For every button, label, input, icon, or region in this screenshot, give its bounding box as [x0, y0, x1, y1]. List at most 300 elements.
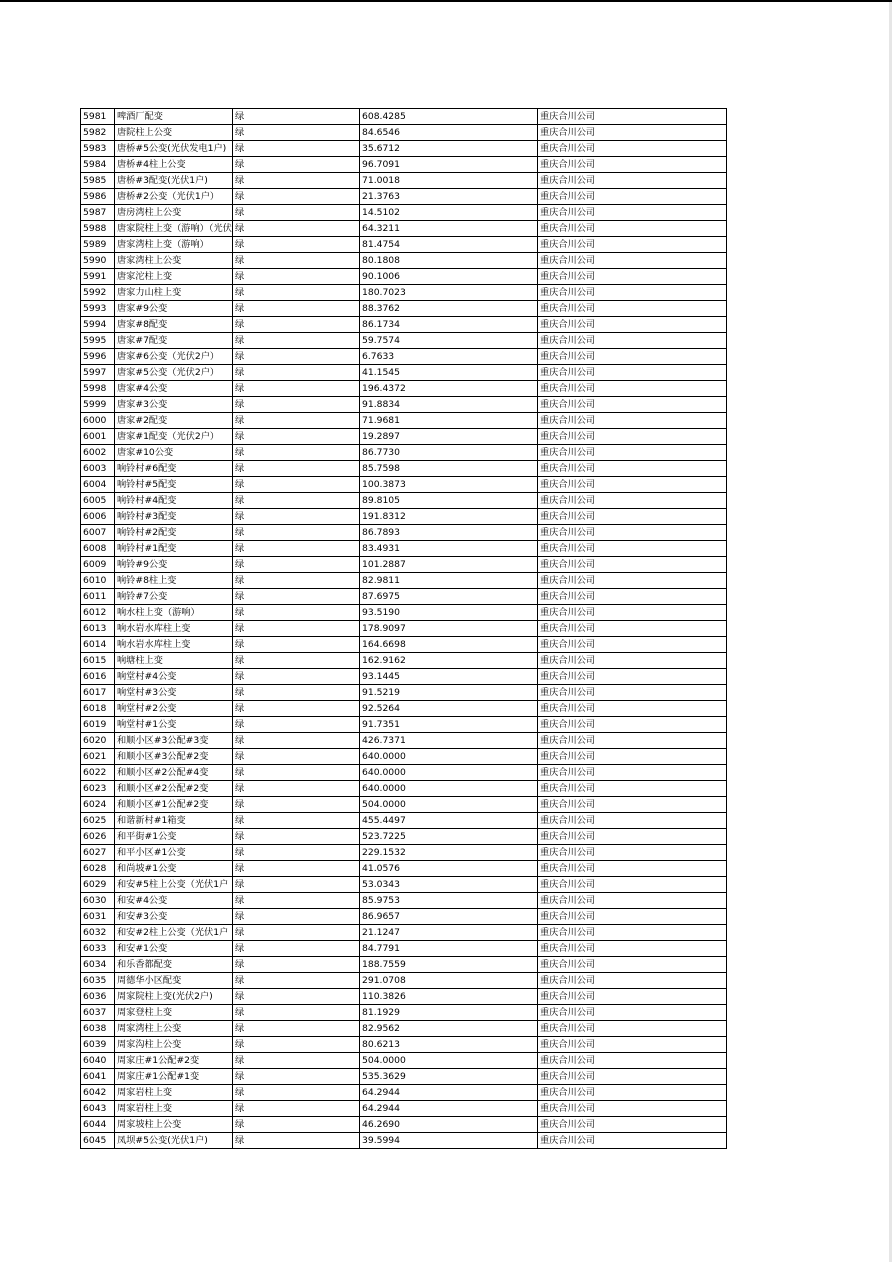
status-cell: 绿	[233, 141, 360, 157]
transformer-name-cell: 周家登柱上变	[115, 1005, 233, 1021]
row-number-cell: 6021	[81, 749, 115, 765]
row-number-cell: 6044	[81, 1117, 115, 1133]
value-cell: 110.3826	[360, 989, 538, 1005]
row-number-cell: 6001	[81, 429, 115, 445]
table-row	[81, 557, 727, 573]
table-row	[81, 733, 727, 749]
table-row	[81, 1021, 727, 1037]
top-border-line	[0, 0, 892, 2]
company-cell: 重庆合川公司	[538, 589, 727, 605]
status-cell: 绿	[233, 1101, 360, 1117]
row-number-cell: 6008	[81, 541, 115, 557]
value-cell: 178.9097	[360, 621, 538, 637]
status-cell: 绿	[233, 909, 360, 925]
table-row	[81, 877, 727, 893]
company-cell: 重庆合川公司	[538, 765, 727, 781]
row-number-cell: 6016	[81, 669, 115, 685]
row-number-cell: 6036	[81, 989, 115, 1005]
status-cell: 绿	[233, 1085, 360, 1101]
transformer-name-cell: 唐家#5公变（光伏2户）	[115, 365, 233, 381]
row-number-cell: 6028	[81, 861, 115, 877]
row-number-cell: 5986	[81, 189, 115, 205]
table-row	[81, 621, 727, 637]
row-number-cell: 6019	[81, 717, 115, 733]
value-cell: 81.1929	[360, 1005, 538, 1021]
table-row	[81, 509, 727, 525]
table-row	[81, 301, 727, 317]
status-cell: 绿	[233, 749, 360, 765]
row-number-cell: 5981	[81, 109, 115, 125]
row-number-cell: 5990	[81, 253, 115, 269]
table-row	[81, 781, 727, 797]
company-cell: 重庆合川公司	[538, 893, 727, 909]
value-cell: 640.0000	[360, 781, 538, 797]
transformer-name-cell: 唐家湾柱上变（游响）	[115, 237, 233, 253]
table-row	[81, 989, 727, 1005]
row-number-cell: 6023	[81, 781, 115, 797]
value-cell: 14.5102	[360, 205, 538, 221]
transformer-name-cell: 响水岩水库柱上变	[115, 621, 233, 637]
table-body	[81, 109, 727, 1149]
value-cell: 46.2690	[360, 1117, 538, 1133]
value-cell: 164.6698	[360, 637, 538, 653]
value-cell: 86.7893	[360, 525, 538, 541]
transformer-name-cell: 响铃村#6配变	[115, 461, 233, 477]
row-number-cell: 6037	[81, 1005, 115, 1021]
company-cell: 重庆合川公司	[538, 749, 727, 765]
row-number-cell: 5996	[81, 349, 115, 365]
row-number-cell: 5992	[81, 285, 115, 301]
transformer-name-cell: 和平小区#1公变	[115, 845, 233, 861]
table-row	[81, 973, 727, 989]
status-cell: 绿	[233, 125, 360, 141]
table-row	[81, 333, 727, 349]
row-number-cell: 6035	[81, 973, 115, 989]
table-row	[81, 477, 727, 493]
row-number-cell: 6039	[81, 1037, 115, 1053]
value-cell: 53.0343	[360, 877, 538, 893]
status-cell: 绿	[233, 925, 360, 941]
status-cell: 绿	[233, 205, 360, 221]
company-cell: 重庆合川公司	[538, 493, 727, 509]
table-row	[81, 141, 727, 157]
status-cell: 绿	[233, 493, 360, 509]
table-row	[81, 669, 727, 685]
status-cell: 绿	[233, 1005, 360, 1021]
row-number-cell: 6043	[81, 1101, 115, 1117]
value-cell: 87.6975	[360, 589, 538, 605]
value-cell: 64.2944	[360, 1085, 538, 1101]
company-cell: 重庆合川公司	[538, 1101, 727, 1117]
table-row	[81, 413, 727, 429]
company-cell: 重庆合川公司	[538, 397, 727, 413]
status-cell: 绿	[233, 877, 360, 893]
status-cell: 绿	[233, 317, 360, 333]
value-cell: 188.7559	[360, 957, 538, 973]
value-cell: 35.6712	[360, 141, 538, 157]
row-number-cell: 5988	[81, 221, 115, 237]
row-number-cell: 6006	[81, 509, 115, 525]
transformer-name-cell: 唐房湾柱上公变	[115, 205, 233, 221]
transformer-name-cell: 周家岩柱上变	[115, 1101, 233, 1117]
transformer-name-cell: 唐家沱柱上变	[115, 269, 233, 285]
row-number-cell: 6002	[81, 445, 115, 461]
company-cell: 重庆合川公司	[538, 141, 727, 157]
transformer-name-cell: 唐家湾柱上公变	[115, 253, 233, 269]
transformer-name-cell: 唐院柱上公变	[115, 125, 233, 141]
company-cell: 重庆合川公司	[538, 1021, 727, 1037]
status-cell: 绿	[233, 525, 360, 541]
row-number-cell: 6020	[81, 733, 115, 749]
status-cell: 绿	[233, 109, 360, 125]
value-cell: 64.2944	[360, 1101, 538, 1117]
row-number-cell: 6015	[81, 653, 115, 669]
status-cell: 绿	[233, 717, 360, 733]
value-cell: 39.5994	[360, 1133, 538, 1149]
transformer-name-cell: 唐家#10公变	[115, 445, 233, 461]
row-number-cell: 5991	[81, 269, 115, 285]
transformer-name-cell: 唐家#1配变（光伏2户）	[115, 429, 233, 445]
transformer-name-cell: 周家湾柱上公变	[115, 1021, 233, 1037]
row-number-cell: 6009	[81, 557, 115, 573]
table-row	[81, 861, 727, 877]
row-number-cell: 6007	[81, 525, 115, 541]
table-row	[81, 173, 727, 189]
company-cell: 重庆合川公司	[538, 253, 727, 269]
status-cell: 绿	[233, 221, 360, 237]
value-cell: 426.7371	[360, 733, 538, 749]
status-cell: 绿	[233, 365, 360, 381]
status-cell: 绿	[233, 797, 360, 813]
company-cell: 重庆合川公司	[538, 381, 727, 397]
status-cell: 绿	[233, 1069, 360, 1085]
status-cell: 绿	[233, 573, 360, 589]
value-cell: 84.6546	[360, 125, 538, 141]
table-row	[81, 221, 727, 237]
row-number-cell: 5985	[81, 173, 115, 189]
row-number-cell: 5997	[81, 365, 115, 381]
company-cell: 重庆合川公司	[538, 957, 727, 973]
table-row	[81, 365, 727, 381]
status-cell: 绿	[233, 349, 360, 365]
table-row	[81, 1085, 727, 1101]
table-row	[81, 717, 727, 733]
company-cell: 重庆合川公司	[538, 237, 727, 253]
company-cell: 重庆合川公司	[538, 925, 727, 941]
company-cell: 重庆合川公司	[538, 973, 727, 989]
row-number-cell: 6041	[81, 1069, 115, 1085]
transformer-name-cell: 唐家#3公变	[115, 397, 233, 413]
table-row	[81, 237, 727, 253]
row-number-cell: 6042	[81, 1085, 115, 1101]
table-row	[81, 269, 727, 285]
status-cell: 绿	[233, 253, 360, 269]
status-cell: 绿	[233, 973, 360, 989]
table-row	[81, 317, 727, 333]
transformer-name-cell: 和谐新村#1箱变	[115, 813, 233, 829]
status-cell: 绿	[233, 845, 360, 861]
transformer-name-cell: 响铃村#2配变	[115, 525, 233, 541]
table-row	[81, 589, 727, 605]
company-cell: 重庆合川公司	[538, 637, 727, 653]
table-row	[81, 1133, 727, 1149]
company-cell: 重庆合川公司	[538, 205, 727, 221]
transformer-name-cell: 响铃村#3配变	[115, 509, 233, 525]
company-cell: 重庆合川公司	[538, 429, 727, 445]
row-number-cell: 6032	[81, 925, 115, 941]
value-cell: 82.9811	[360, 573, 538, 589]
transformer-name-cell: 响塘柱上变	[115, 653, 233, 669]
company-cell: 重庆合川公司	[538, 1053, 727, 1069]
transformer-name-cell: 响铃#8柱上变	[115, 573, 233, 589]
company-cell: 重庆合川公司	[538, 605, 727, 621]
value-cell: 80.6213	[360, 1037, 538, 1053]
table-row	[81, 909, 727, 925]
company-cell: 重庆合川公司	[538, 989, 727, 1005]
row-number-cell: 5994	[81, 317, 115, 333]
value-cell: 86.9657	[360, 909, 538, 925]
transformer-name-cell: 唐家力山柱上变	[115, 285, 233, 301]
value-cell: 180.7023	[360, 285, 538, 301]
transformer-name-cell: 和安#2柱上公变（光伏1户	[115, 925, 233, 941]
value-cell: 196.4372	[360, 381, 538, 397]
value-cell: 81.4754	[360, 237, 538, 253]
company-cell: 重庆合川公司	[538, 541, 727, 557]
transformer-name-cell: 响铃#7公变	[115, 589, 233, 605]
company-cell: 重庆合川公司	[538, 189, 727, 205]
status-cell: 绿	[233, 429, 360, 445]
value-cell: 96.7091	[360, 157, 538, 173]
status-cell: 绿	[233, 541, 360, 557]
table-row	[81, 829, 727, 845]
value-cell: 41.1545	[360, 365, 538, 381]
company-cell: 重庆合川公司	[538, 941, 727, 957]
table-row	[81, 157, 727, 173]
value-cell: 88.3762	[360, 301, 538, 317]
table-row	[81, 765, 727, 781]
company-cell: 重庆合川公司	[538, 685, 727, 701]
value-cell: 608.4285	[360, 109, 538, 125]
value-cell: 91.7351	[360, 717, 538, 733]
company-cell: 重庆合川公司	[538, 221, 727, 237]
table-row	[81, 189, 727, 205]
company-cell: 重庆合川公司	[538, 829, 727, 845]
transformer-name-cell: 唐家院柱上变（游响）（光伏	[115, 221, 233, 237]
table-row	[81, 1053, 727, 1069]
value-cell: 91.5219	[360, 685, 538, 701]
value-cell: 71.0018	[360, 173, 538, 189]
table-row	[81, 637, 727, 653]
table-row	[81, 445, 727, 461]
company-cell: 重庆合川公司	[538, 285, 727, 301]
row-number-cell: 6034	[81, 957, 115, 973]
value-cell: 90.1006	[360, 269, 538, 285]
value-cell: 162.9162	[360, 653, 538, 669]
company-cell: 重庆合川公司	[538, 1037, 727, 1053]
table-row	[81, 397, 727, 413]
company-cell: 重庆合川公司	[538, 781, 727, 797]
company-cell: 重庆合川公司	[538, 301, 727, 317]
transformer-name-cell: 和顺小区#3公配#3变	[115, 733, 233, 749]
row-number-cell: 6033	[81, 941, 115, 957]
table-row	[81, 845, 727, 861]
company-cell: 重庆合川公司	[538, 173, 727, 189]
table-row	[81, 349, 727, 365]
value-cell: 59.7574	[360, 333, 538, 349]
status-cell: 绿	[233, 157, 360, 173]
value-cell: 83.4931	[360, 541, 538, 557]
transformer-name-cell: 和乐香都配变	[115, 957, 233, 973]
table-row	[81, 797, 727, 813]
value-cell: 93.1445	[360, 669, 538, 685]
status-cell: 绿	[233, 1021, 360, 1037]
table-row	[81, 205, 727, 221]
table-row	[81, 125, 727, 141]
table-row	[81, 1117, 727, 1133]
value-cell: 640.0000	[360, 749, 538, 765]
table-row	[81, 1069, 727, 1085]
status-cell: 绿	[233, 1053, 360, 1069]
table-row	[81, 253, 727, 269]
row-number-cell: 6018	[81, 701, 115, 717]
row-number-cell: 5993	[81, 301, 115, 317]
transformer-name-cell: 唐家#7配变	[115, 333, 233, 349]
value-cell: 504.0000	[360, 797, 538, 813]
transformer-name-cell: 唐桥#2公变（光伏1户）	[115, 189, 233, 205]
company-cell: 重庆合川公司	[538, 861, 727, 877]
transformer-name-cell: 和尚坡#1公变	[115, 861, 233, 877]
transformer-name-cell: 唐桥#5公变(光伏发电1户)	[115, 141, 233, 157]
status-cell: 绿	[233, 829, 360, 845]
table-row	[81, 701, 727, 717]
status-cell: 绿	[233, 237, 360, 253]
status-cell: 绿	[233, 765, 360, 781]
company-cell: 重庆合川公司	[538, 573, 727, 589]
row-number-cell: 6013	[81, 621, 115, 637]
table-row	[81, 957, 727, 973]
company-cell: 重庆合川公司	[538, 413, 727, 429]
value-cell: 84.7791	[360, 941, 538, 957]
value-cell: 92.5264	[360, 701, 538, 717]
row-number-cell: 5998	[81, 381, 115, 397]
transformer-name-cell: 唐桥#4柱上公变	[115, 157, 233, 173]
status-cell: 绿	[233, 445, 360, 461]
transformer-name-cell: 周家坡柱上公变	[115, 1117, 233, 1133]
status-cell: 绿	[233, 461, 360, 477]
status-cell: 绿	[233, 285, 360, 301]
company-cell: 重庆合川公司	[538, 621, 727, 637]
transformer-name-cell: 和安#4公变	[115, 893, 233, 909]
status-cell: 绿	[233, 669, 360, 685]
row-number-cell: 5982	[81, 125, 115, 141]
status-cell: 绿	[233, 893, 360, 909]
row-number-cell: 6004	[81, 477, 115, 493]
company-cell: 重庆合川公司	[538, 653, 727, 669]
transformer-name-cell: 响铃村#4配变	[115, 493, 233, 509]
transformer-name-cell: 响水岩水库柱上变	[115, 637, 233, 653]
transformer-name-cell: 和顺小区#3公配#2变	[115, 749, 233, 765]
company-cell: 重庆合川公司	[538, 109, 727, 125]
table-row	[81, 1037, 727, 1053]
status-cell: 绿	[233, 477, 360, 493]
table-row	[81, 461, 727, 477]
row-number-cell: 6025	[81, 813, 115, 829]
table-row	[81, 813, 727, 829]
table-row	[81, 573, 727, 589]
transformer-name-cell: 凤坝#5公变(光伏1户)	[115, 1133, 233, 1149]
company-cell: 重庆合川公司	[538, 349, 727, 365]
row-number-cell: 6038	[81, 1021, 115, 1037]
company-cell: 重庆合川公司	[538, 461, 727, 477]
value-cell: 523.7225	[360, 829, 538, 845]
value-cell: 101.2887	[360, 557, 538, 573]
company-cell: 重庆合川公司	[538, 797, 727, 813]
value-cell: 93.5190	[360, 605, 538, 621]
value-cell: 640.0000	[360, 765, 538, 781]
row-number-cell: 5983	[81, 141, 115, 157]
transformer-name-cell: 唐桥#3配变(光伏1户)	[115, 173, 233, 189]
row-number-cell: 6024	[81, 797, 115, 813]
table-row	[81, 749, 727, 765]
table-row	[81, 381, 727, 397]
company-cell: 重庆合川公司	[538, 445, 727, 461]
status-cell: 绿	[233, 589, 360, 605]
company-cell: 重庆合川公司	[538, 845, 727, 861]
table-row	[81, 109, 727, 125]
table-row	[81, 1005, 727, 1021]
value-cell: 21.1247	[360, 925, 538, 941]
value-cell: 504.0000	[360, 1053, 538, 1069]
table-row	[81, 1101, 727, 1117]
row-number-cell: 6010	[81, 573, 115, 589]
status-cell: 绿	[233, 557, 360, 573]
status-cell: 绿	[233, 301, 360, 317]
row-number-cell: 6029	[81, 877, 115, 893]
status-cell: 绿	[233, 381, 360, 397]
status-cell: 绿	[233, 701, 360, 717]
transformer-name-cell: 和安#5柱上公变（光伏1户	[115, 877, 233, 893]
table-row	[81, 541, 727, 557]
row-number-cell: 6014	[81, 637, 115, 653]
value-cell: 86.1734	[360, 317, 538, 333]
status-cell: 绿	[233, 941, 360, 957]
status-cell: 绿	[233, 861, 360, 877]
row-number-cell: 5984	[81, 157, 115, 173]
transformer-name-cell: 响铃村#5配变	[115, 477, 233, 493]
status-cell: 绿	[233, 989, 360, 1005]
transformer-name-cell: 和顺小区#1公配#2变	[115, 797, 233, 813]
value-cell: 100.3873	[360, 477, 538, 493]
company-cell: 重庆合川公司	[538, 509, 727, 525]
company-cell: 重庆合川公司	[538, 317, 727, 333]
status-cell: 绿	[233, 397, 360, 413]
company-cell: 重庆合川公司	[538, 733, 727, 749]
row-number-cell: 6026	[81, 829, 115, 845]
company-cell: 重庆合川公司	[538, 1069, 727, 1085]
table-row	[81, 685, 727, 701]
transformer-name-cell: 周家庄#1公配#1变	[115, 1069, 233, 1085]
company-cell: 重庆合川公司	[538, 557, 727, 573]
value-cell: 91.8834	[360, 397, 538, 413]
table-row	[81, 605, 727, 621]
row-number-cell: 6045	[81, 1133, 115, 1149]
status-cell: 绿	[233, 1133, 360, 1149]
transformer-name-cell: 唐家#2配变	[115, 413, 233, 429]
status-cell: 绿	[233, 1037, 360, 1053]
value-cell: 229.1532	[360, 845, 538, 861]
row-number-cell: 6040	[81, 1053, 115, 1069]
transformer-name-cell: 和安#3公变	[115, 909, 233, 925]
